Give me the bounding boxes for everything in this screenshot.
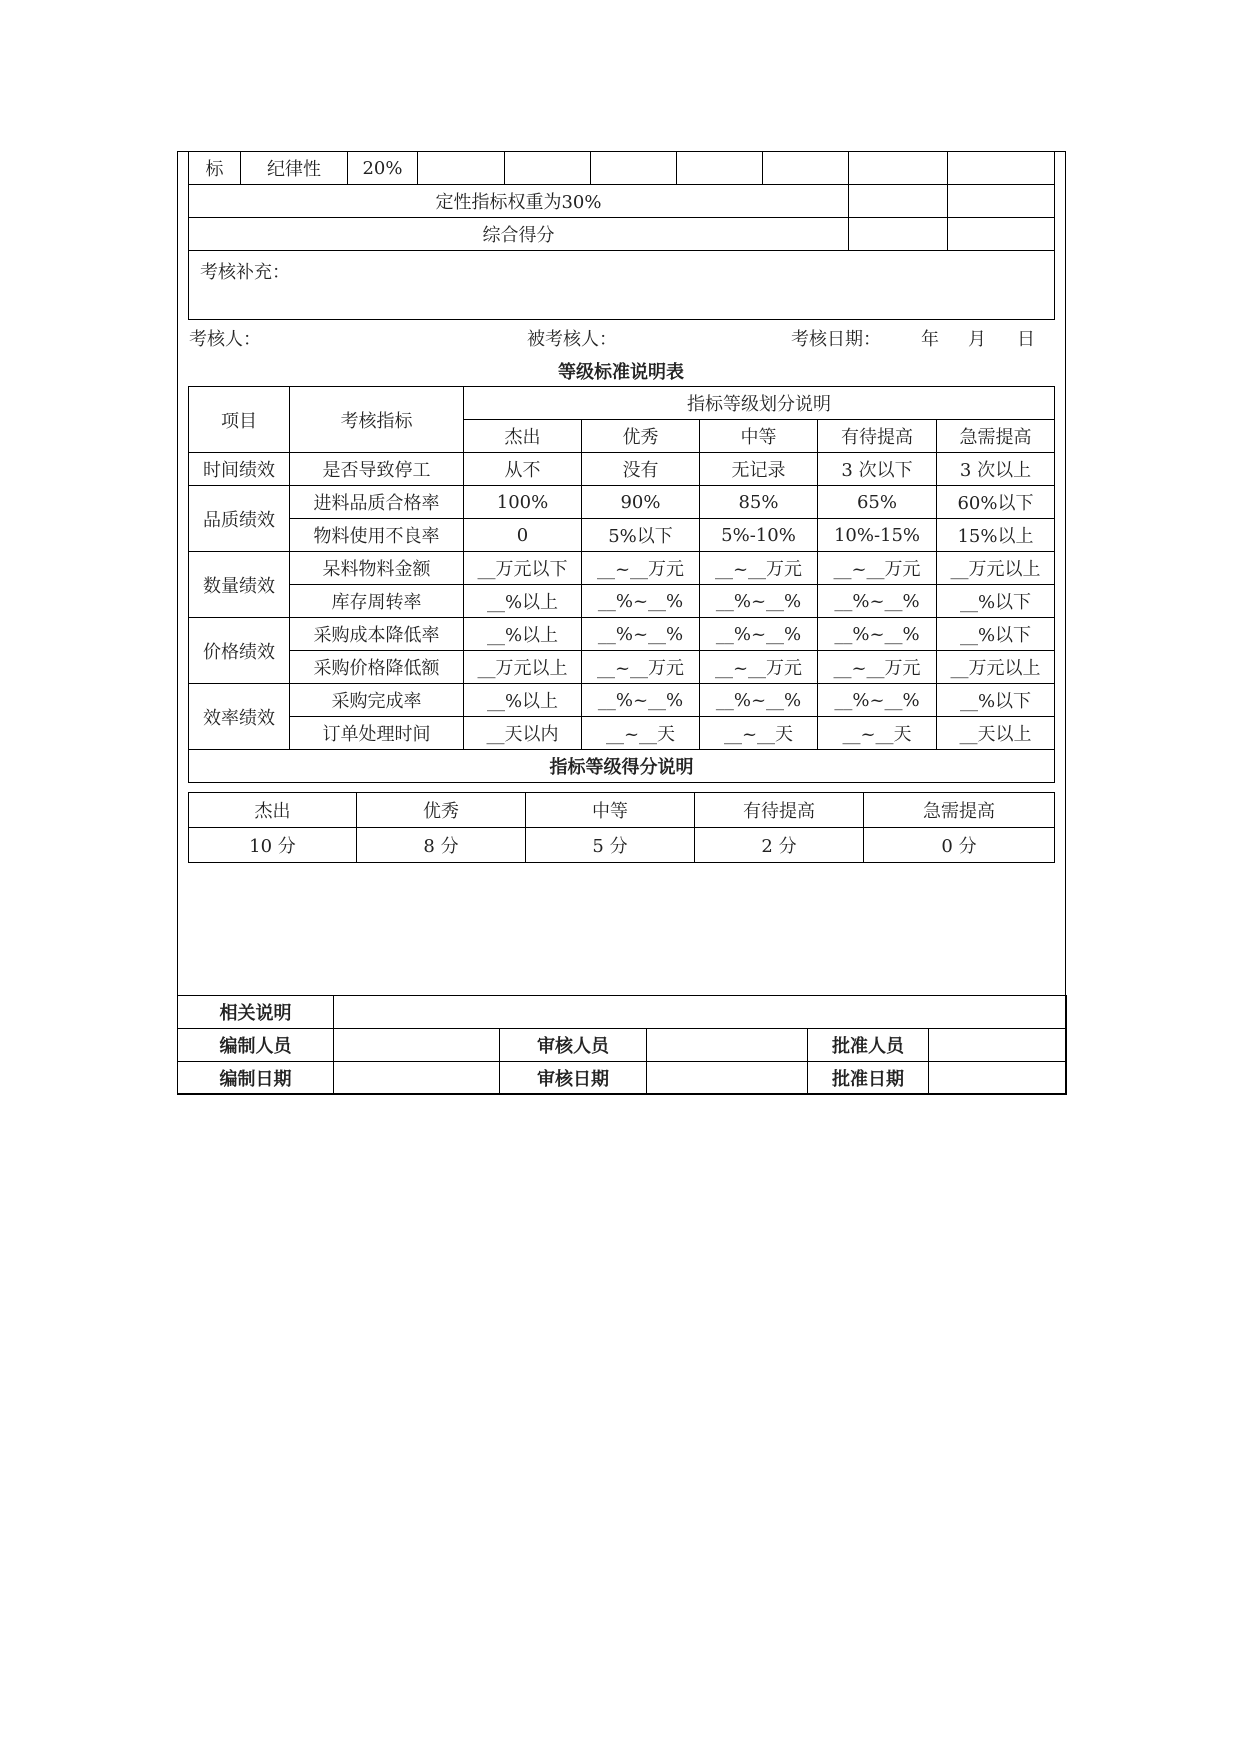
value-cell: __%~__% <box>818 618 937 651</box>
score-level: 急需提高 <box>864 793 1055 828</box>
score-level: 中等 <box>526 793 695 828</box>
value-cell: __~__天 <box>700 717 818 750</box>
value-cell: __万元以上 <box>937 552 1055 585</box>
author-date-field[interactable] <box>334 1062 500 1095</box>
header-desc: 指标等级划分说明 <box>464 387 1055 420</box>
related-row <box>178 996 1067 1029</box>
value-cell: __%~__% <box>700 684 818 717</box>
table-row <box>189 486 1055 519</box>
empty-cell <box>948 152 1055 185</box>
value-cell: __~__万元 <box>818 651 937 684</box>
level-header: 杰出 <box>464 420 582 453</box>
related-field[interactable] <box>334 996 1067 1029</box>
assessor-label: 考核人： <box>189 329 261 350</box>
group-item: 效率绩效 <box>189 684 290 750</box>
score-title-row <box>189 750 1055 783</box>
value-cell: __%~__% <box>818 585 937 618</box>
score-value: 8 分 <box>357 828 526 863</box>
related-label: 相关说明 <box>178 996 334 1029</box>
month-label: 月 <box>968 329 986 350</box>
author-field[interactable] <box>334 1029 500 1062</box>
value-cell: 15%以上 <box>937 519 1055 552</box>
value-cell: 65% <box>818 486 937 519</box>
value-cell: __%~__% <box>818 684 937 717</box>
value-cell: 85% <box>700 486 818 519</box>
value-cell: __~__万元 <box>700 552 818 585</box>
group-item: 数量绩效 <box>189 552 290 618</box>
empty-cell <box>418 152 505 185</box>
day-label: 日 <box>1017 329 1035 350</box>
approval-table <box>177 995 1067 1095</box>
remark-label: 考核补充： <box>200 262 290 283</box>
indicator: 是否导致停工 <box>290 453 464 486</box>
indicator: 物料使用不良率 <box>290 519 464 552</box>
score-level: 杰出 <box>189 793 357 828</box>
table-row <box>189 684 1055 717</box>
empty-cell <box>849 218 948 251</box>
approve-date-field[interactable] <box>929 1062 1067 1095</box>
score-value: 10 分 <box>189 828 357 863</box>
approver-field[interactable] <box>929 1029 1067 1062</box>
review-date-field[interactable] <box>647 1062 808 1095</box>
value-cell: __%以上 <box>464 684 582 717</box>
weight-cell: 20% <box>348 152 418 185</box>
value-cell: __~__万元 <box>582 552 700 585</box>
approve-date-label: 批准日期 <box>808 1062 929 1095</box>
empty-cell <box>849 185 948 218</box>
table-row <box>189 618 1055 651</box>
author-label: 编制人员 <box>178 1029 334 1062</box>
group-item: 价格绩效 <box>189 618 290 684</box>
empty-cell <box>763 152 849 185</box>
total-score-row <box>189 218 1055 251</box>
table-row <box>189 717 1055 750</box>
value-cell: __~__天 <box>582 717 700 750</box>
table-row <box>189 453 1055 486</box>
value-cell: __~__万元 <box>582 651 700 684</box>
staff-row <box>178 1029 1067 1062</box>
remark-row <box>189 251 1055 320</box>
score-level-row <box>189 793 1055 828</box>
discipline-row <box>189 152 1055 185</box>
value-cell: __~__天 <box>818 717 937 750</box>
value-cell: __%~__% <box>582 618 700 651</box>
value-cell: __%以下 <box>937 585 1055 618</box>
value-cell: 从不 <box>464 453 582 486</box>
value-cell: __%~__% <box>700 618 818 651</box>
header-indicator: 考核指标 <box>290 387 464 453</box>
value-cell: __~__万元 <box>700 651 818 684</box>
table-row <box>189 585 1055 618</box>
value-cell: 100% <box>464 486 582 519</box>
value-cell: __万元以上 <box>464 651 582 684</box>
level-header: 中等 <box>700 420 818 453</box>
indicator: 呆料物料金额 <box>290 552 464 585</box>
value-cell: __%~__% <box>582 585 700 618</box>
grade-standard-table <box>188 386 1055 783</box>
value-cell: __万元以上 <box>937 651 1055 684</box>
indicator: 订单处理时间 <box>290 717 464 750</box>
score-value: 2 分 <box>695 828 864 863</box>
author-date-label: 编制日期 <box>178 1062 334 1095</box>
value-cell: __%以下 <box>937 684 1055 717</box>
value-cell: 10%-15% <box>818 519 937 552</box>
empty-cell <box>505 152 591 185</box>
value-cell: __~__万元 <box>818 552 937 585</box>
table-row <box>189 519 1055 552</box>
value-cell: __%以上 <box>464 585 582 618</box>
group-item: 时间绩效 <box>189 453 290 486</box>
table-row <box>189 651 1055 684</box>
score-level: 有待提高 <box>695 793 864 828</box>
empty-cell <box>849 152 948 185</box>
indicator: 采购价格降低额 <box>290 651 464 684</box>
reviewer-field[interactable] <box>647 1029 808 1062</box>
header-item: 项目 <box>189 387 290 453</box>
empty-cell <box>677 152 763 185</box>
score-table <box>188 792 1055 863</box>
score-value-row <box>189 828 1055 863</box>
value-cell: 0 <box>464 519 582 552</box>
value-cell: __天以上 <box>937 717 1055 750</box>
empty-cell <box>948 218 1055 251</box>
qualitative-weight-row <box>189 185 1055 218</box>
indicator: 进料品质合格率 <box>290 486 464 519</box>
value-cell: __%以上 <box>464 618 582 651</box>
level-header: 急需提高 <box>937 420 1055 453</box>
value-cell: 没有 <box>582 453 700 486</box>
qualitative-weight-cell: 定性指标权重为30% <box>189 185 849 218</box>
group-item: 品质绩效 <box>189 486 290 552</box>
header-row <box>189 387 1055 420</box>
value-cell: 60%以下 <box>937 486 1055 519</box>
indicator: 采购完成率 <box>290 684 464 717</box>
value-cell: 3 次以下 <box>818 453 937 486</box>
empty-cell <box>948 185 1055 218</box>
total-score-cell: 综合得分 <box>189 218 849 251</box>
reviewer-label: 审核人员 <box>500 1029 647 1062</box>
assessee-label: 被考核人： <box>527 329 617 350</box>
date-row <box>178 1062 1067 1095</box>
level-header: 有待提高 <box>818 420 937 453</box>
value-cell: 5%以下 <box>582 519 700 552</box>
score-value: 0 分 <box>864 828 1055 863</box>
grade-table-title: 等级标准说明表 <box>558 362 684 383</box>
year-label: 年 <box>921 329 939 350</box>
approver-label: 批准人员 <box>808 1029 929 1062</box>
score-section-title: 指标等级得分说明 <box>189 750 1055 783</box>
value-cell: __天以内 <box>464 717 582 750</box>
empty-cell <box>591 152 677 185</box>
value-cell: __%~__% <box>582 684 700 717</box>
category-cell: 标 <box>189 152 241 185</box>
indicator: 库存周转率 <box>290 585 464 618</box>
value-cell: __%以下 <box>937 618 1055 651</box>
table-row <box>189 552 1055 585</box>
value-cell: __%~__% <box>700 585 818 618</box>
review-date-label: 审核日期 <box>500 1062 647 1095</box>
date-label: 考核日期： <box>791 329 881 350</box>
score-level: 优秀 <box>357 793 526 828</box>
assessment-table-tail <box>188 151 1055 320</box>
value-cell: 5%-10% <box>700 519 818 552</box>
level-header: 优秀 <box>582 420 700 453</box>
value-cell: __万元以下 <box>464 552 582 585</box>
indicator: 采购成本降低率 <box>290 618 464 651</box>
indicator-cell: 纪律性 <box>241 152 348 185</box>
score-value: 5 分 <box>526 828 695 863</box>
value-cell: 90% <box>582 486 700 519</box>
value-cell: 3 次以上 <box>937 453 1055 486</box>
remark-cell <box>189 251 1055 320</box>
value-cell: 无记录 <box>700 453 818 486</box>
